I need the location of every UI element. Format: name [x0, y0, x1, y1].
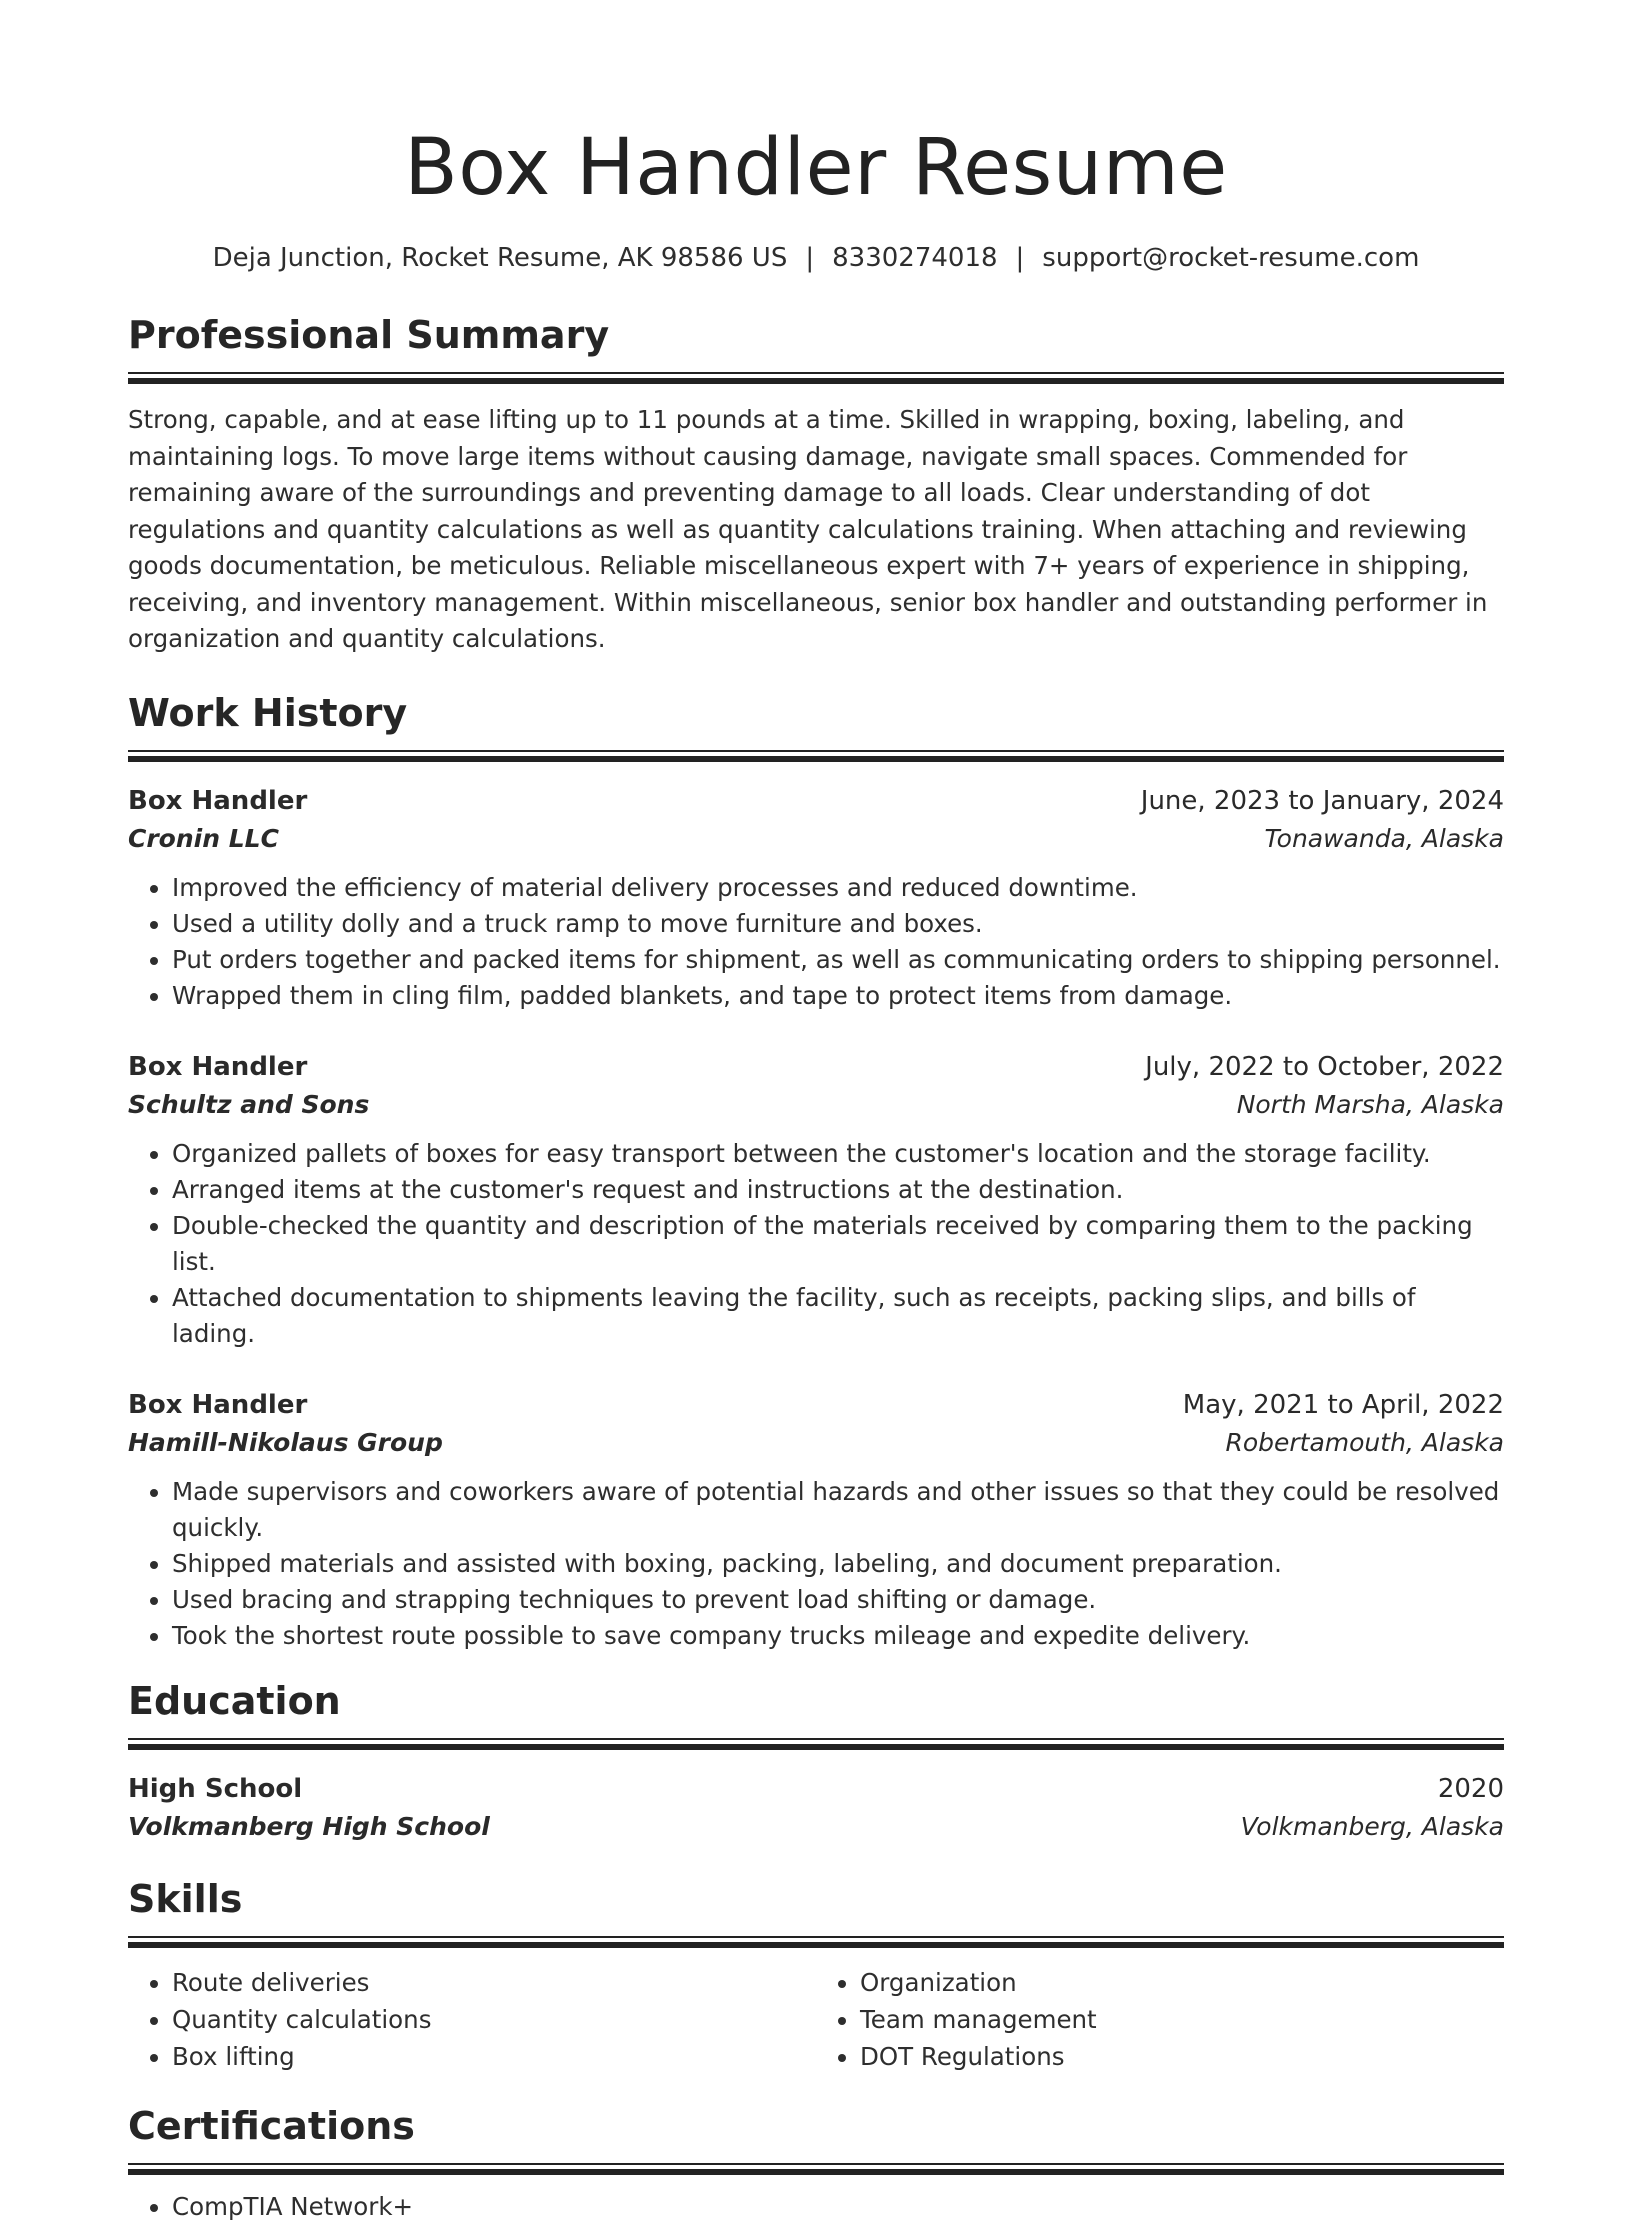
contact-separator: |	[805, 243, 815, 273]
job-entry	[128, 782, 1504, 1014]
job-dates: May, 2021 to April, 2022	[1182, 1389, 1504, 1420]
list-item: • Used a utility dolly and a truck ramp to move furniture and boxes.	[172, 906, 1504, 942]
skills-column-left	[128, 1964, 816, 2075]
job-title: Box Handler	[128, 1051, 308, 1082]
section-work-history	[128, 688, 1504, 1654]
job-title: Box Handler	[128, 1389, 308, 1420]
list-item: • Put orders together and packed items for shipment, as well as communicating orders to shipping personnel.	[172, 942, 1504, 978]
section-divider	[128, 750, 1504, 762]
contact-phone: 8330274018	[832, 243, 998, 273]
list-item: • Box lifting	[172, 2038, 816, 2075]
education-year: 2020	[1437, 1773, 1504, 1804]
section-divider	[128, 372, 1504, 384]
education-school: Volkmanberg High School	[128, 1811, 490, 1841]
section-professional-summary	[128, 310, 1504, 658]
list-item: • Organization	[860, 1964, 1504, 2001]
list-item: • Organized pallets of boxes for easy transport between the customer's location and the storage facility.	[172, 1136, 1504, 1172]
section-heading: Professional Summary	[128, 313, 610, 357]
job-location: North Marsha, Alaska	[1236, 1089, 1504, 1119]
certifications-list	[128, 2189, 1504, 2225]
section-heading: Skills	[128, 1876, 243, 1921]
summary-text: Strong, capable, and at ease lifting up to 11 pounds at a time. Skilled in wrapping, boxing, labeling, and maintaining logs. To move large items without causing damage, navigate small spaces. Commended for remaining aware of the surroundings and preventing damage to all loads. Clear understanding of dot regulations and quantity calculations as well as quantity calculations training. When attaching and reviewing goods documentation, be meticulous. Reliable miscellaneous expert with 7+ years of experience in shipping, receiving, and inventory management. Within miscellaneous, senior box handler and outstanding performer in organization and quantity calculations.	[128, 405, 1488, 653]
job-company: Hamill-Nikolaus Group	[128, 1427, 443, 1457]
job-company: Cronin LLC	[128, 823, 279, 853]
job-dates: July, 2022 to October, 2022	[1145, 1051, 1504, 1082]
list-item: • Attached documentation to shipments leaving the facility, such as receipts, packing slips, and bills of lading.	[172, 1280, 1504, 1352]
list-item: • Quantity calculations	[172, 2001, 816, 2038]
job-location: Robertamouth, Alaska	[1225, 1427, 1504, 1457]
resume-title: Box Handler Resume	[404, 123, 1228, 213]
job-title: Box Handler	[128, 785, 308, 816]
education-entry	[128, 1770, 1504, 1846]
list-item: • Took the shortest route possible to save company trucks mileage and expedite delivery.	[172, 1618, 1504, 1654]
job-company: Schultz and Sons	[128, 1089, 370, 1119]
skills-list	[128, 1964, 1504, 2075]
job-bullets	[128, 1136, 1504, 1352]
list-item: • Shipped materials and assisted with boxing, packing, labeling, and document preparation.	[172, 1546, 1504, 1582]
list-item: • Arranged items at the customer's request and instructions at the destination.	[172, 1172, 1504, 1208]
section-divider	[128, 1936, 1504, 1948]
list-item: • Used bracing and strapping techniques to prevent load shifting or damage.	[172, 1582, 1504, 1618]
job-entry	[128, 1048, 1504, 1352]
contact-email: support@rocket-resume.com	[1042, 243, 1420, 273]
section-heading: Work History	[128, 690, 408, 735]
section-heading: Education	[128, 1678, 341, 1723]
list-item: • Team management	[860, 2001, 1504, 2038]
job-dates: June, 2023 to January, 2024	[1140, 785, 1504, 816]
contact-line	[128, 240, 1504, 276]
list-item: • Improved the efficiency of material delivery processes and reduced downtime.	[172, 870, 1504, 906]
education-degree: High School	[128, 1773, 303, 1804]
list-item: • Double-checked the quantity and description of the materials received by comparing them to the packing list.	[172, 1208, 1504, 1280]
contact-address: Deja Junction, Rocket Resume, AK 98586 US	[212, 243, 788, 273]
list-item: • Route deliveries	[172, 1964, 816, 2001]
section-divider	[128, 2163, 1504, 2175]
list-item: • Wrapped them in cling film, padded blankets, and tape to protect items from damage.	[172, 978, 1504, 1014]
job-entry	[128, 1386, 1504, 1654]
job-bullets	[128, 870, 1504, 1014]
job-bullets	[128, 1474, 1504, 1654]
list-item: • DOT Regulations	[860, 2038, 1504, 2075]
contact-separator: |	[1015, 243, 1025, 273]
list-item: • Made supervisors and coworkers aware of potential hazards and other issues so that they could be resolved quickly.	[172, 1474, 1504, 1546]
list-item: • CompTIA Network+	[172, 2189, 1504, 2225]
education-location: Volkmanberg, Alaska	[1240, 1811, 1504, 1841]
skills-column-right	[816, 1964, 1504, 2075]
section-divider	[128, 1738, 1504, 1750]
job-location: Tonawanda, Alaska	[1264, 823, 1504, 853]
section-skills	[128, 1874, 1504, 2075]
section-certifications	[128, 2101, 1504, 2225]
section-education	[128, 1676, 1504, 1846]
section-heading: Certifications	[128, 2103, 415, 2148]
